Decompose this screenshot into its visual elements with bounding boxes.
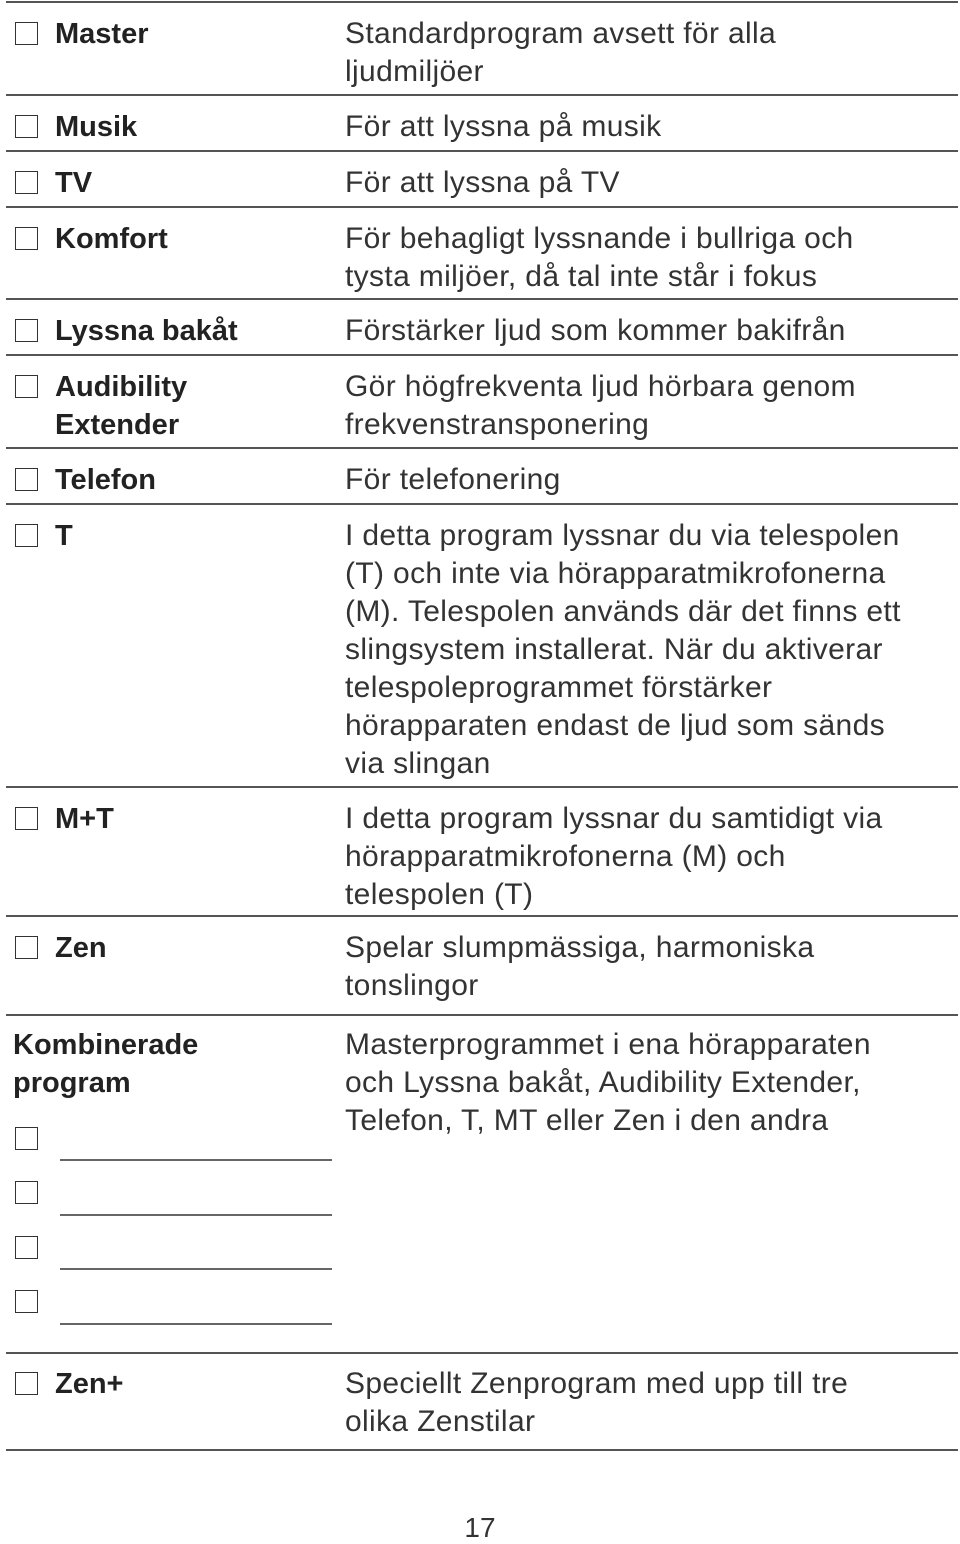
row-divider — [6, 1449, 958, 1451]
row-divider — [6, 447, 958, 449]
program-description-line: För behagligt lyssnande i bullriga och — [345, 222, 854, 255]
combined-title-line: program — [13, 1067, 131, 1099]
program-description-line: via slingan — [345, 747, 491, 780]
row-divider — [6, 298, 958, 300]
program-name: Komfort — [55, 223, 168, 255]
combined-title-line: Kombinerade — [13, 1029, 199, 1061]
combined-title — [13, 1026, 198, 1102]
combined-checkbox[interactable] — [15, 1290, 38, 1313]
program-description-line: telespoleprogrammet förstärker — [345, 671, 773, 704]
combined-checkbox[interactable] — [15, 1236, 38, 1259]
program-description-line: Standardprogram avsett för alla — [345, 17, 777, 50]
program-name: Master — [55, 18, 149, 50]
program-description — [345, 1365, 848, 1441]
program-name: TV — [55, 167, 93, 199]
program-checkbox[interactable] — [15, 524, 38, 547]
program-checkbox[interactable] — [15, 936, 38, 959]
row-divider — [6, 354, 958, 356]
program-name: Telefon — [55, 464, 156, 496]
program-description-line: (M). Telespolen används där det finns ett — [345, 595, 901, 628]
program-checkbox[interactable] — [15, 171, 38, 194]
program-description — [345, 368, 856, 444]
program-description-line: olika Zenstilar — [345, 1405, 536, 1438]
combined-write-in-line[interactable] — [60, 1159, 332, 1161]
program-description-line: ljudmiljöer — [345, 55, 484, 88]
program-description-line: I detta program lyssnar du via telespolen — [345, 519, 900, 552]
program-description-line: För telefonering — [345, 463, 561, 496]
program-description — [345, 15, 776, 91]
combined-description — [345, 1026, 871, 1140]
program-description-line: telespolen (T) — [345, 878, 534, 911]
program-description — [345, 220, 854, 296]
row-divider — [6, 503, 958, 505]
row-divider — [6, 206, 958, 208]
combined-write-in-line[interactable] — [60, 1214, 332, 1216]
combined-write-in-line[interactable] — [60, 1323, 332, 1325]
combined-checkbox[interactable] — [15, 1127, 38, 1150]
program-description-line: (T) och inte via hörapparatmikrofonerna — [345, 557, 886, 590]
row-divider — [6, 915, 958, 917]
program-description-line: tonslingor — [345, 969, 479, 1002]
row-divider — [6, 94, 958, 96]
program-description — [345, 164, 620, 202]
program-checkbox[interactable] — [15, 22, 38, 45]
row-divider — [6, 1, 958, 3]
program-name-line: Audibility — [55, 371, 188, 403]
program-description — [345, 929, 814, 1005]
program-name: T — [55, 520, 73, 552]
program-description — [345, 461, 561, 499]
row-divider — [6, 1014, 958, 1016]
combined-description-line: och Lyssna bakåt, Audibility Extender, — [345, 1066, 861, 1099]
page-number: 17 — [464, 1512, 496, 1543]
program-description — [345, 312, 846, 350]
program-description-line: Förstärker ljud som kommer bakifrån — [345, 314, 846, 347]
program-description — [345, 800, 883, 914]
program-name-line: Extender — [55, 409, 180, 441]
program-description-line: I detta program lyssnar du samtidigt via — [345, 802, 883, 835]
program-name: M+T — [55, 803, 114, 835]
program-name: Musik — [55, 111, 138, 143]
program-name: Zen — [55, 932, 107, 964]
row-divider — [6, 1352, 958, 1354]
program-description-line: hörapparaten endast de ljud som sänds — [345, 709, 885, 742]
combined-checkbox[interactable] — [15, 1181, 38, 1204]
row-divider — [6, 786, 958, 788]
combined-description-line: Masterprogrammet i ena hörapparaten — [345, 1028, 871, 1061]
program-description-line: Gör högfrekventa ljud hörbara genom — [345, 370, 856, 403]
program-checkbox[interactable] — [15, 468, 38, 491]
program-checkbox[interactable] — [15, 227, 38, 250]
combined-description-line: Telefon, T, MT eller Zen i den andra — [345, 1104, 829, 1137]
program-checkbox[interactable] — [15, 807, 38, 830]
row-divider — [6, 150, 958, 152]
program-description-line: För att lyssna på TV — [345, 166, 620, 199]
program-checkbox[interactable] — [15, 115, 38, 138]
program-description-line: Speciellt Zenprogram med upp till tre — [345, 1367, 849, 1400]
program-description-line: frekvenstransponering — [345, 408, 650, 441]
program-description-line: slingsystem installerat. När du aktiverar — [345, 633, 883, 666]
program-description-line: tysta miljöer, då tal inte står i fokus — [345, 260, 818, 293]
program-description-line: Spelar slumpmässiga, harmoniska — [345, 931, 815, 964]
program-name — [55, 368, 187, 444]
combined-write-in-line[interactable] — [60, 1268, 332, 1270]
program-description — [345, 108, 662, 146]
program-checkbox[interactable] — [15, 319, 38, 342]
program-name: Lyssna bakåt — [55, 315, 238, 347]
program-description — [345, 517, 901, 783]
program-checkbox[interactable] — [15, 1372, 38, 1395]
program-description-line: hörapparatmikrofonerna (M) och — [345, 840, 786, 873]
program-checkbox[interactable] — [15, 375, 38, 398]
program-description-line: För att lyssna på musik — [345, 110, 662, 143]
program-name: Zen+ — [55, 1368, 124, 1400]
